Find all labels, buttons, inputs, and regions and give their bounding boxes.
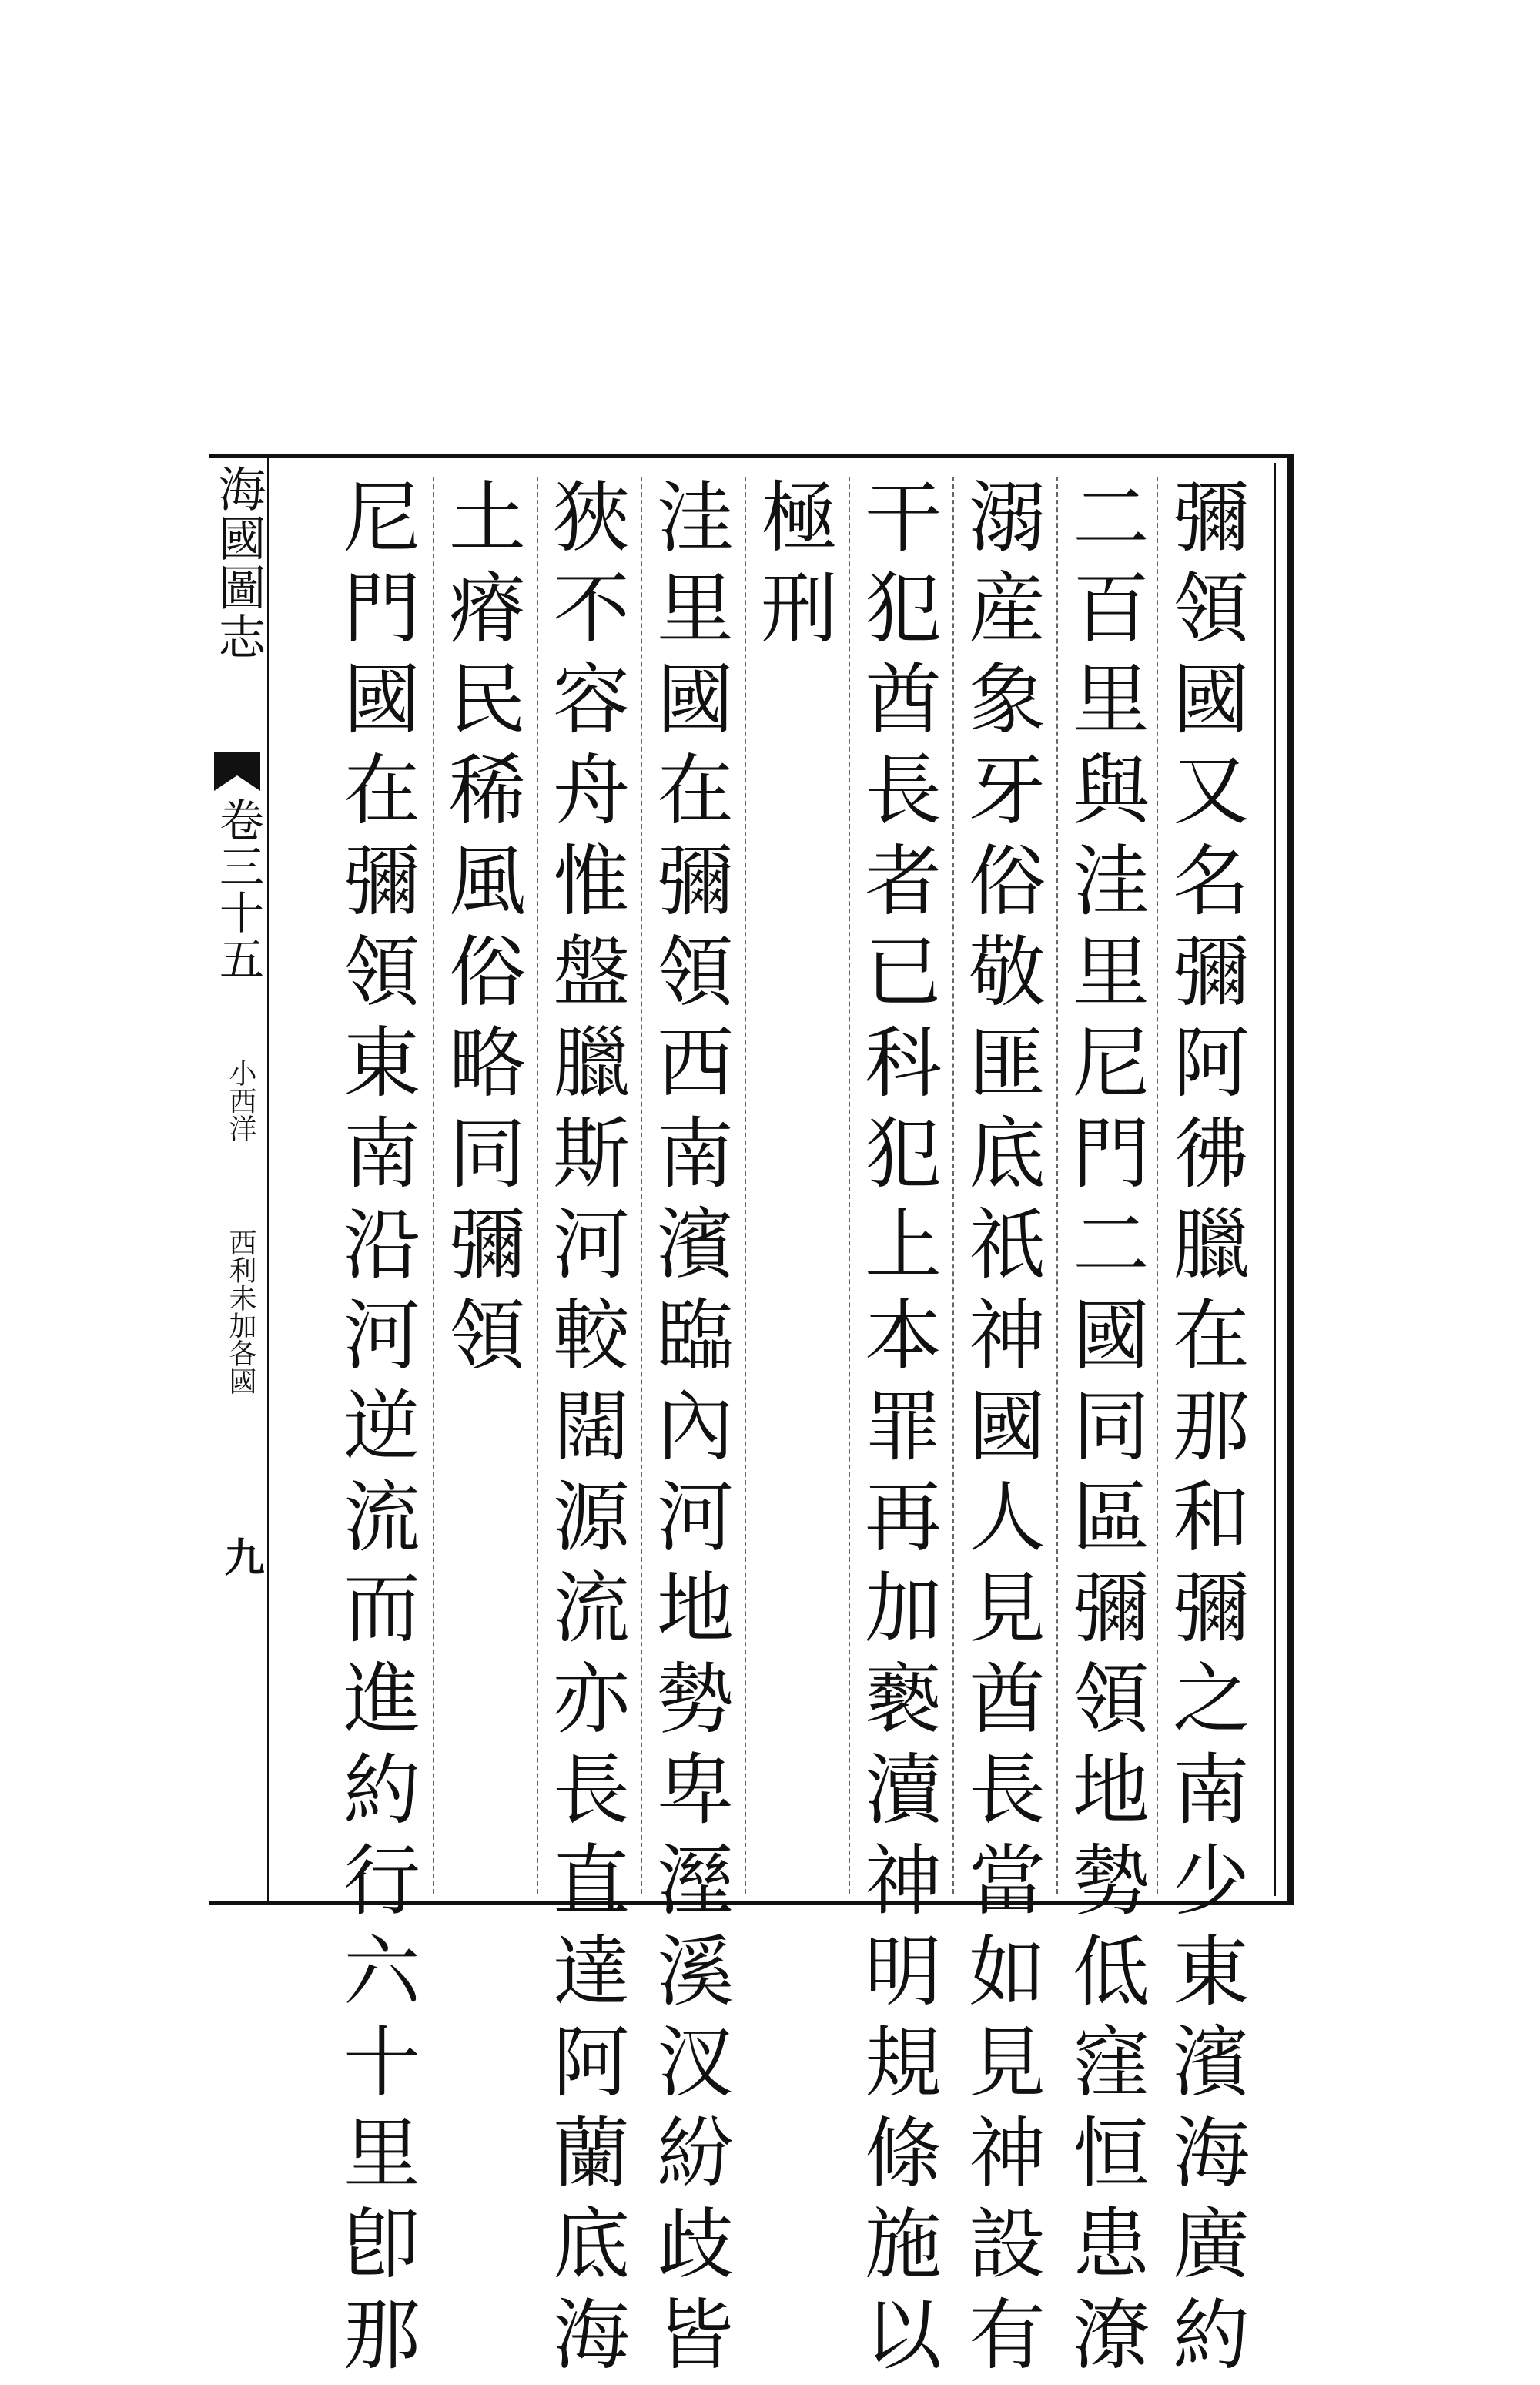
page-frame xyxy=(209,454,1294,2385)
page-number: 九 xyxy=(217,1536,264,1576)
fish-tail-mark xyxy=(214,752,260,791)
region-note: 小西洋 xyxy=(225,1059,256,1142)
text-column-9: 尼門國在彌領東南沿河逆流而進約行六十里卽那 xyxy=(330,477,420,2385)
text-column-3: 溺産象牙俗敬匪底祇神國人見酋長當如見神設有 xyxy=(952,477,1046,1894)
margin-column xyxy=(209,458,270,1901)
text-column-1: 彌領國又名彌阿彿臘在那和彌之南少東濱海廣約 xyxy=(1157,477,1250,1894)
text-column-7: 狹不容舟惟盤臘斯河較闊源流亦長直達阿蘭底海 xyxy=(537,477,631,1894)
text-column-8: 土瘠民稀風俗略同彌領 xyxy=(433,477,527,1894)
text-column-5: 極刑 xyxy=(745,477,839,1894)
text-column-4: 干犯酋長者已科犯上本罪再加褻瀆神明規條施以 xyxy=(849,477,942,1894)
book-title: 海國圖志 xyxy=(210,464,266,662)
section-note: 西利未加各國 xyxy=(225,1228,256,1395)
text-column-2: 二百里與洼里尼門二國同區彌領地勢低窪恒患潦 xyxy=(1056,477,1150,1894)
text-column-6: 洼里國在彌領西南濱臨內河地勢卑溼溪汊紛歧皆 xyxy=(641,477,735,1894)
volume-label: 卷三十五 xyxy=(212,797,264,982)
